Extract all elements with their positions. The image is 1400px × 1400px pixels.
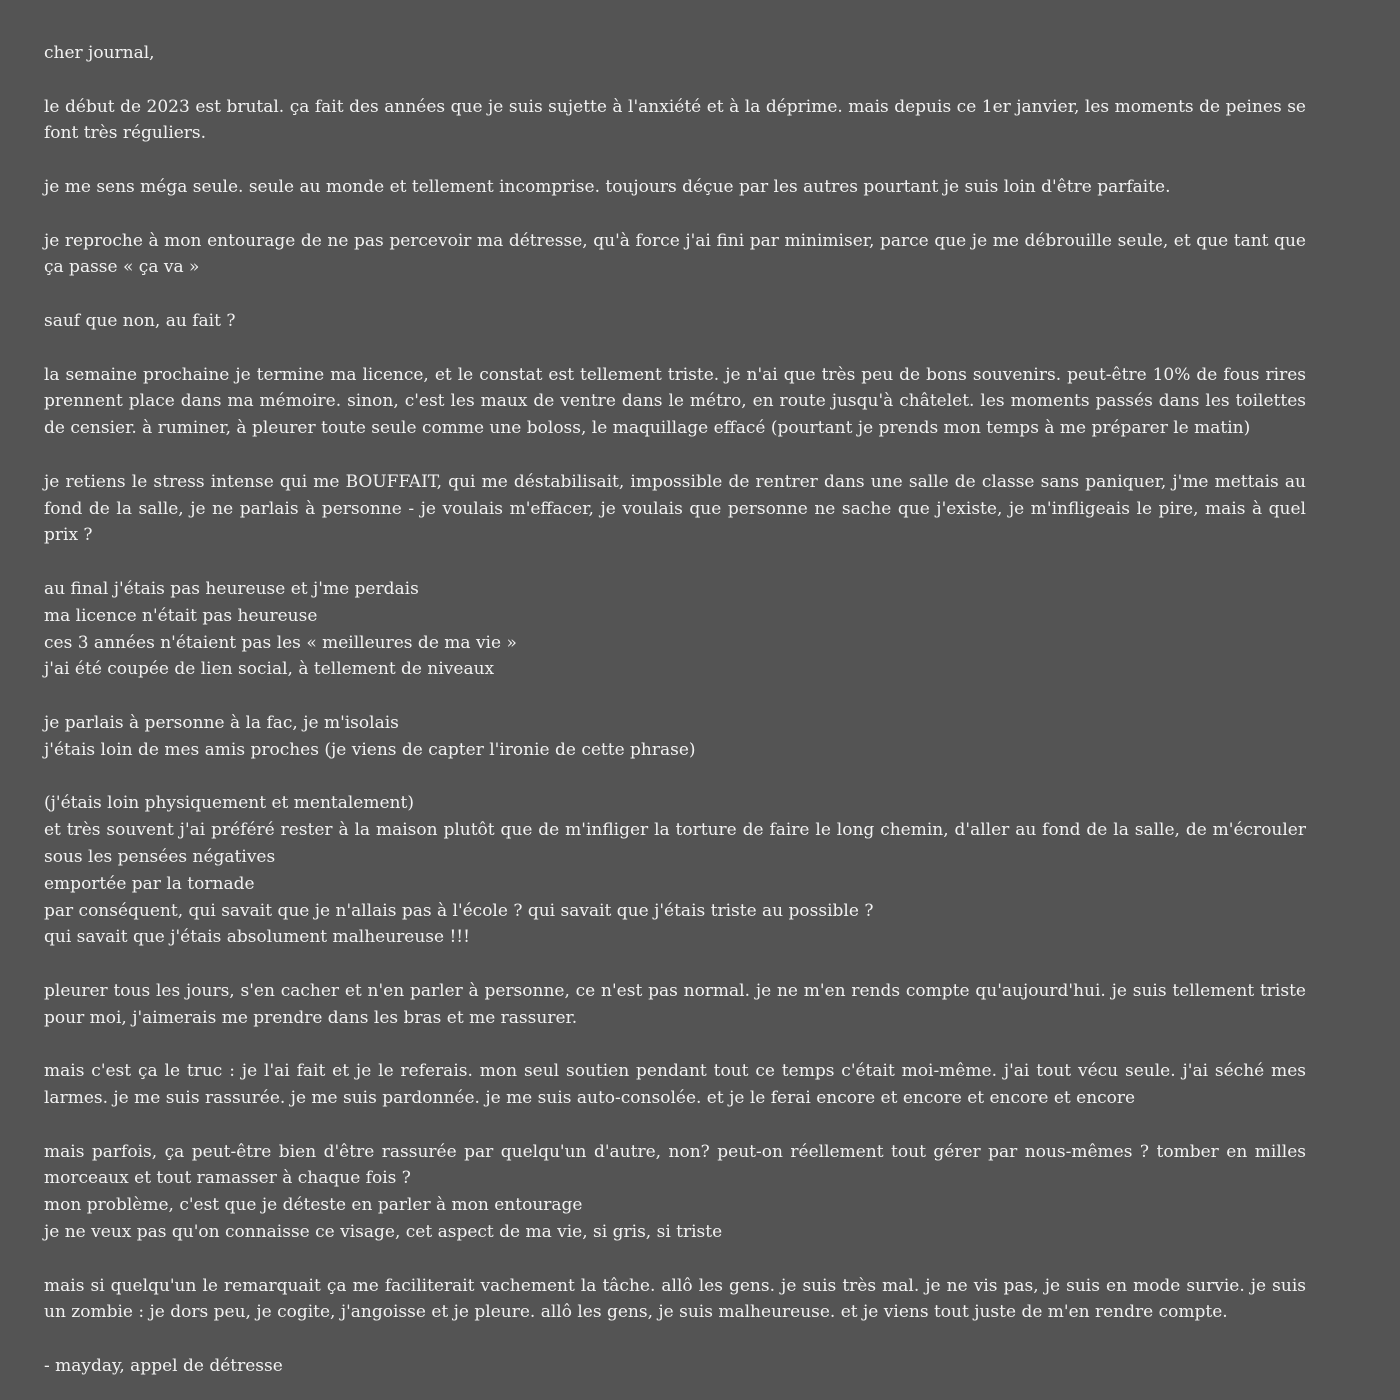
diary-page: [44, 40, 1306, 1380]
diary-line: (j'étais loin physiquement et mentalement): [44, 793, 414, 814]
diary-line-block: [44, 710, 1306, 764]
diary-paragraph: je reproche à mon entourage de ne pas percevoir ma détresse, qu'à force j'ai fini par minimiser, parce que je me débrouille seule, et que tant que ça passe « ça va »: [44, 230, 1306, 278]
diary-greeting: cher journal,: [44, 43, 155, 63]
diary-line: ma licence n'était pas heureuse: [44, 605, 318, 626]
diary-line: par conséquent, qui savait que je n'allais pas à l'école ? qui savait que j'étais triste au possible ?: [44, 900, 874, 921]
diary-line: au final j'étais pas heureuse et j'me perdais: [44, 578, 419, 599]
diary-line-block: [44, 790, 1306, 951]
diary-line: mais parfois, ça peut-être bien d'être rassurée par quelqu'un d'autre, non? peut-on réellement tout gérer par nous-mêmes ? tomber en milles morceaux et tout ramasser à chaque fois ?: [44, 1141, 1306, 1189]
diary-paragraph: pleurer tous les jours, s'en cacher et n'en parler à personne, ce n'est pas normal. je ne m'en rends compte qu'aujourd'hui. je suis tellement triste pour moi, j'aimerais me prendre dans les bras et me rassurer.: [44, 980, 1306, 1028]
diary-paragraph: je retiens le stress intense qui me BOUFFAIT, qui me déstabilisait, impossible de rentrer dans une salle de classe sans paniquer, j'me mettais au fond de la salle, je ne parlais à personne - je voulais m'effacer, je voulais que personne ne sache que j'existe, je m'infligeais le pire, mais à quel prix ?: [44, 471, 1306, 546]
diary-line: qui savait que j'étais absolument malheureuse !!!: [44, 927, 470, 948]
diary-line-block: [44, 1139, 1306, 1246]
diary-line: ces 3 années n'étaient pas les « meilleures de ma vie »: [44, 632, 517, 653]
diary-line: j'étais loin de mes amis proches (je viens de capter l'ironie de cette phrase): [44, 739, 696, 760]
diary-paragraph: sauf que non, au fait ?: [44, 310, 236, 331]
diary-line: je ne veux pas qu'on connaisse ce visage, cet aspect de ma vie, si gris, si triste: [44, 1222, 723, 1243]
diary-paragraph: le début de 2023 est brutal. ça fait des années que je suis sujette à l'anxiété et à la déprime. mais depuis ce 1er janvier, les moments de peines se font très réguliers.: [44, 96, 1306, 144]
diary-line: je parlais à personne à la fac, je m'isolais: [44, 712, 399, 733]
diary-signature: - mayday, appel de détresse: [44, 1356, 283, 1377]
diary-line: j'ai été coupée de lien social, à tellement de niveaux: [44, 659, 495, 680]
diary-paragraph: mais si quelqu'un le remarquait ça me faciliterait vachement la tâche. allô les gens. je suis très mal. je ne vis pas, je suis en mode survie. je suis un zombie : je dors peu, je cogite, j'angoisse et je pleure. allô les gens, je suis malheureuse. et je viens tout juste de m'en rendre compte.: [44, 1275, 1306, 1323]
diary-paragraph: la semaine prochaine je termine ma licence, et le constat est tellement triste. je n'ai que très peu de bons souvenirs. peut-être 10% de fous rires prennent place dans ma mémoire. sinon, c'est les maux de ventre dans le métro, en route jusqu'à châtelet. les moments passés dans les toilettes de censier. à ruminer, à pleurer toute seule comme une boloss, le maquillage effacé (pourtant je prends mon temps à me préparer le matin): [44, 364, 1306, 439]
diary-line: et très souvent j'ai préféré rester à la maison plutôt que de m'infliger la torture de faire le long chemin, d'aller au fond de la salle, de m'écrouler sous les pensées négatives: [44, 820, 1306, 867]
diary-line: emportée par la tornade: [44, 873, 255, 894]
diary-paragraph: mais c'est ça le truc : je l'ai fait et je le referais. mon seul soutien pendant tout ce temps c'était moi-même. j'ai tout vécu seule. j'ai séché mes larmes. je me suis rassurée. je me suis pardonnée. je me suis auto-consolée. et je le ferai encore et encore et encore et encore: [44, 1061, 1306, 1109]
diary-paragraph: je me sens méga seule. seule au monde et tellement incomprise. toujours déçue par les autres pourtant je suis loin d'être parfaite.: [44, 176, 1171, 197]
diary-line-block: [44, 576, 1306, 683]
diary-line: mon problème, c'est que je déteste en parler à mon entourage: [44, 1195, 583, 1216]
